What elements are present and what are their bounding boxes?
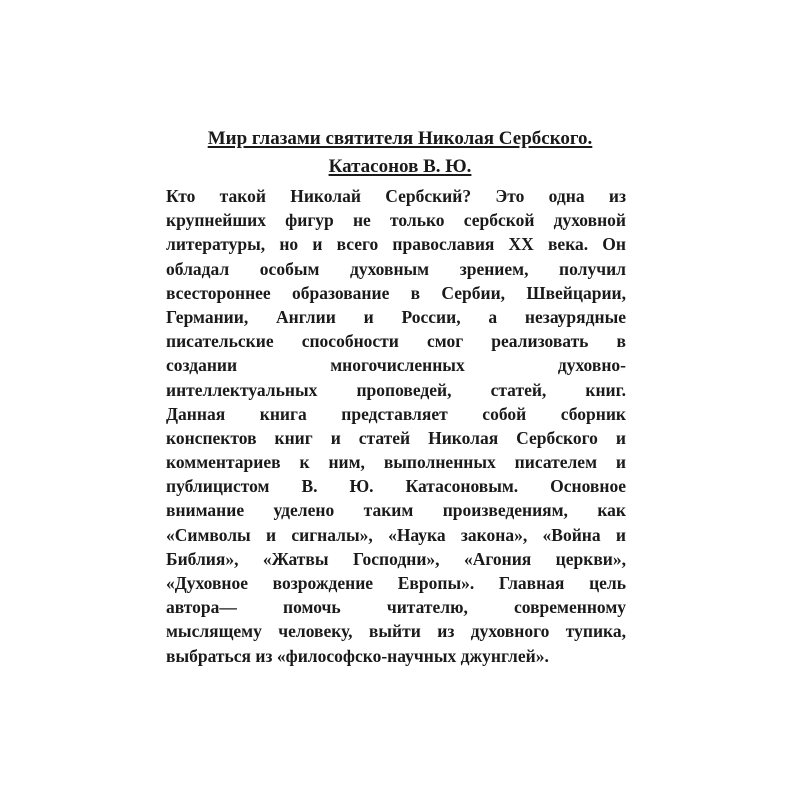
- document-title-line-2: Катасонов В. Ю.: [328, 156, 472, 177]
- body-line: всестороннее образование в Сербии, Швейцарии,: [166, 282, 626, 303]
- document-body: [166, 184, 626, 668]
- body-line: писательские способности смог реализовать в: [166, 331, 626, 352]
- body-line: выбраться из «философско-научных джунглей».: [166, 645, 549, 666]
- body-line: крупнейших фигур не только сербской духовной: [166, 210, 626, 231]
- body-line: литературы, но и всего православия XX века. Он: [166, 234, 626, 255]
- body-line: публицистом В. Ю. Катасоновым. Основное: [166, 476, 626, 497]
- body-line: Данная книга представляет собой сборник: [166, 403, 626, 424]
- body-line: Германии, Англии и России, а незаурядные: [166, 306, 626, 327]
- body-line: Кто такой Николай Сербский? Это одна из: [166, 186, 626, 206]
- body-line: мыслящему человеку, выйти из духовного тупика,: [166, 621, 626, 642]
- body-line: конспектов книг и статей Николая Сербского и: [166, 427, 626, 448]
- body-line: внимание уделено таким произведениям, как: [166, 500, 626, 521]
- document-title-line-1: Мир глазами святителя Николая Сербского.: [207, 128, 593, 149]
- body-line: интеллектуальных проповедей, статей, книг.: [166, 379, 626, 400]
- body-line: обладал особым духовным зрением, получил: [166, 258, 626, 279]
- body-line: автора— помочь читателю, современному: [166, 597, 626, 618]
- body-line: комментариев к ним, выполненных писателем и: [166, 452, 626, 473]
- body-line: создании многочисленных духовно-: [166, 355, 626, 376]
- body-line: Библия», «Жатвы Господни», «Агония церкви»,: [166, 548, 626, 569]
- body-line: «Духовное возрождение Европы». Главная цель: [166, 573, 626, 593]
- body-line: «Символы и сигналы», «Наука закона», «Война и: [166, 524, 626, 545]
